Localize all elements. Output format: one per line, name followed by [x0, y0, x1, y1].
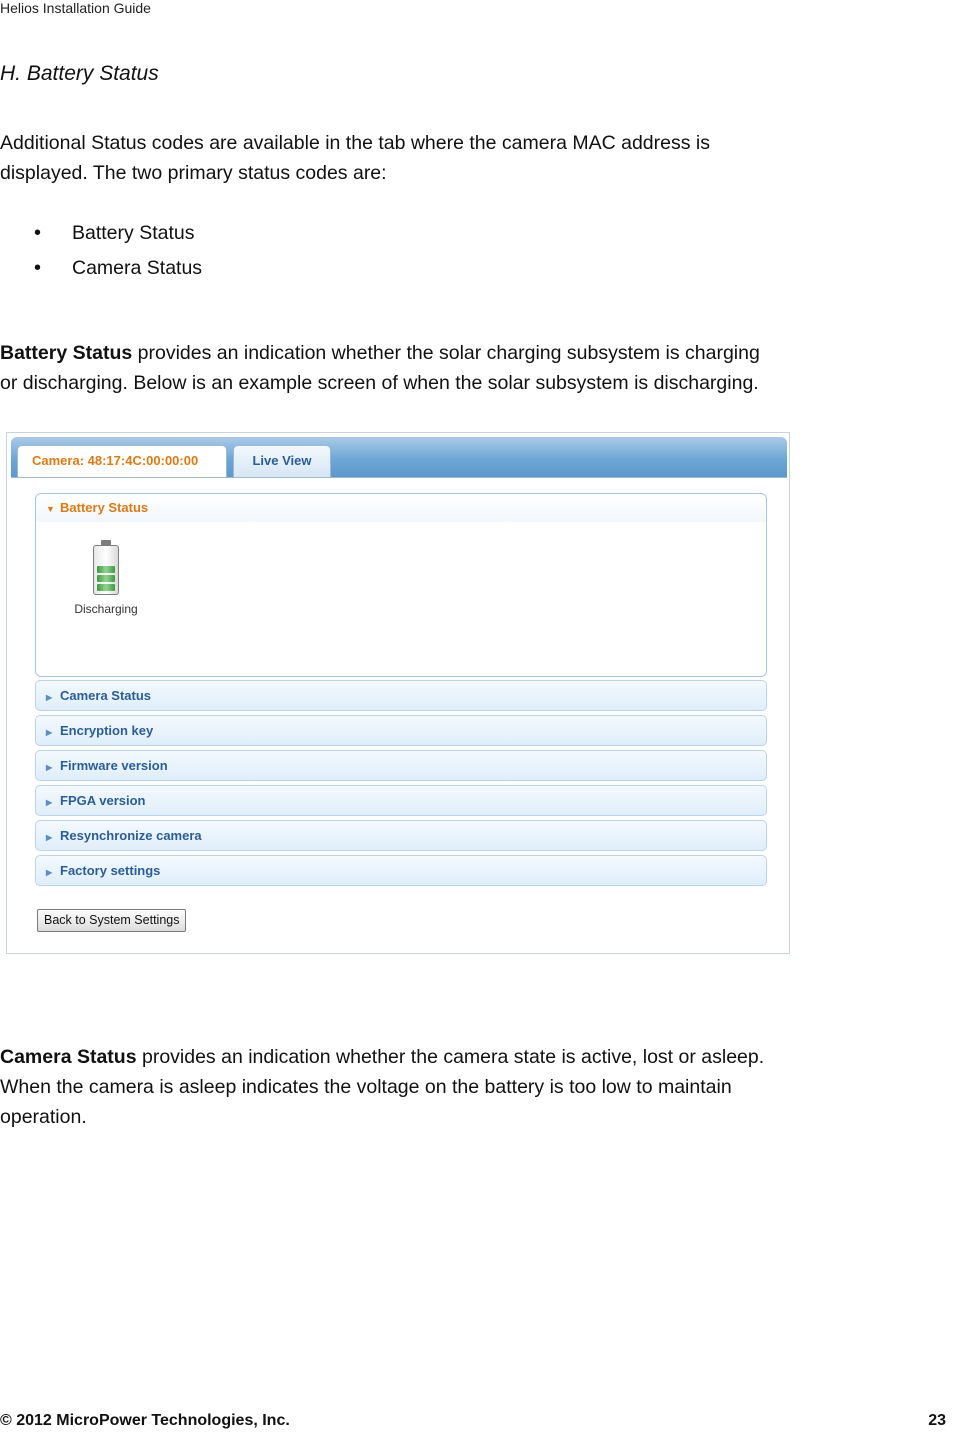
- bullet-icon: •: [34, 257, 42, 279]
- list-item-label: Camera Status: [72, 257, 203, 279]
- camera-status-line-1: provides an indication whether the camera state is active, lost or asleep.: [136, 1046, 765, 1068]
- battery-icon: [93, 540, 119, 596]
- caret-right-icon: ▶: [46, 868, 53, 877]
- accordion-label: Encryption key: [60, 723, 154, 738]
- accordion-fpga-version[interactable]: [35, 785, 767, 816]
- battery-status-paragraph: [0, 338, 900, 398]
- battery-state-label: Discharging: [74, 602, 138, 616]
- accordion-firmware-version[interactable]: [35, 750, 767, 781]
- tab-live-view[interactable]: Live View: [233, 445, 331, 477]
- accordion-label: Resynchronize camera: [60, 828, 202, 843]
- caret-right-icon: ▶: [46, 798, 53, 807]
- list-item-label: Battery Status: [72, 222, 195, 244]
- accordion-label: Firmware version: [60, 758, 168, 773]
- battery-cell: [97, 566, 115, 573]
- battery-body: [93, 545, 119, 595]
- caret-right-icon: ▶: [46, 833, 53, 842]
- battery-cell: [97, 575, 115, 582]
- accordion-label: Factory settings: [60, 863, 161, 878]
- page-number: 23: [928, 1412, 946, 1429]
- tab-divider: [11, 477, 787, 478]
- accordion-encryption-key[interactable]: [35, 715, 767, 746]
- back-to-system-settings-button[interactable]: Back to System Settings: [37, 909, 186, 932]
- battery-status-panel: [35, 493, 767, 677]
- running-header: Helios Installation Guide: [0, 0, 151, 16]
- camera-status-line-3: operation.: [0, 1106, 87, 1128]
- caret-down-icon: ▼: [46, 504, 55, 514]
- intro-line-1: Additional Status codes are available in the tab where the camera MAC address is: [0, 132, 710, 154]
- camera-status-line-2: When the camera is asleep indicates the voltage on the battery is too low to maintain: [0, 1076, 732, 1098]
- accordion-label: Camera Status: [60, 688, 152, 703]
- battery-cell: [97, 584, 115, 591]
- accordion-resynchronize-camera[interactable]: [35, 820, 767, 851]
- panel-title: Battery Status: [60, 500, 149, 515]
- status-code-list: [0, 216, 202, 286]
- battery-status-line-1: provides an indication whether the solar charging subsystem is charging: [132, 342, 760, 364]
- battery-status-line-2: or discharging. Below is an example screen of when the solar subsystem is discharging.: [0, 372, 759, 394]
- intro-line-2: displayed. The two primary status codes are:: [0, 162, 387, 184]
- caret-right-icon: ▶: [46, 693, 53, 702]
- list-item: [0, 251, 202, 286]
- battery-status-panel-header[interactable]: [36, 494, 766, 522]
- caret-right-icon: ▶: [46, 728, 53, 737]
- accordion-camera-status[interactable]: [35, 680, 767, 711]
- camera-settings-screenshot: [6, 432, 790, 954]
- list-item: [0, 216, 202, 251]
- footer-copyright: © 2012 MicroPower Technologies, Inc.: [0, 1412, 290, 1429]
- accordion-factory-settings[interactable]: [35, 855, 767, 886]
- caret-right-icon: ▶: [46, 763, 53, 772]
- accordion-label: FPGA version: [60, 793, 146, 808]
- bullet-icon: •: [34, 222, 42, 244]
- camera-status-paragraph: [0, 1042, 900, 1132]
- battery-indicator: [66, 540, 146, 616]
- tab-camera[interactable]: Camera: 48:17:4C:00:00:00: [17, 445, 227, 477]
- battery-status-term: Battery Status: [0, 342, 133, 364]
- tab-bar: [11, 437, 787, 477]
- intro-paragraph: [0, 128, 900, 188]
- camera-status-term: Camera Status: [0, 1046, 137, 1068]
- section-heading: H. Battery Status: [0, 62, 159, 85]
